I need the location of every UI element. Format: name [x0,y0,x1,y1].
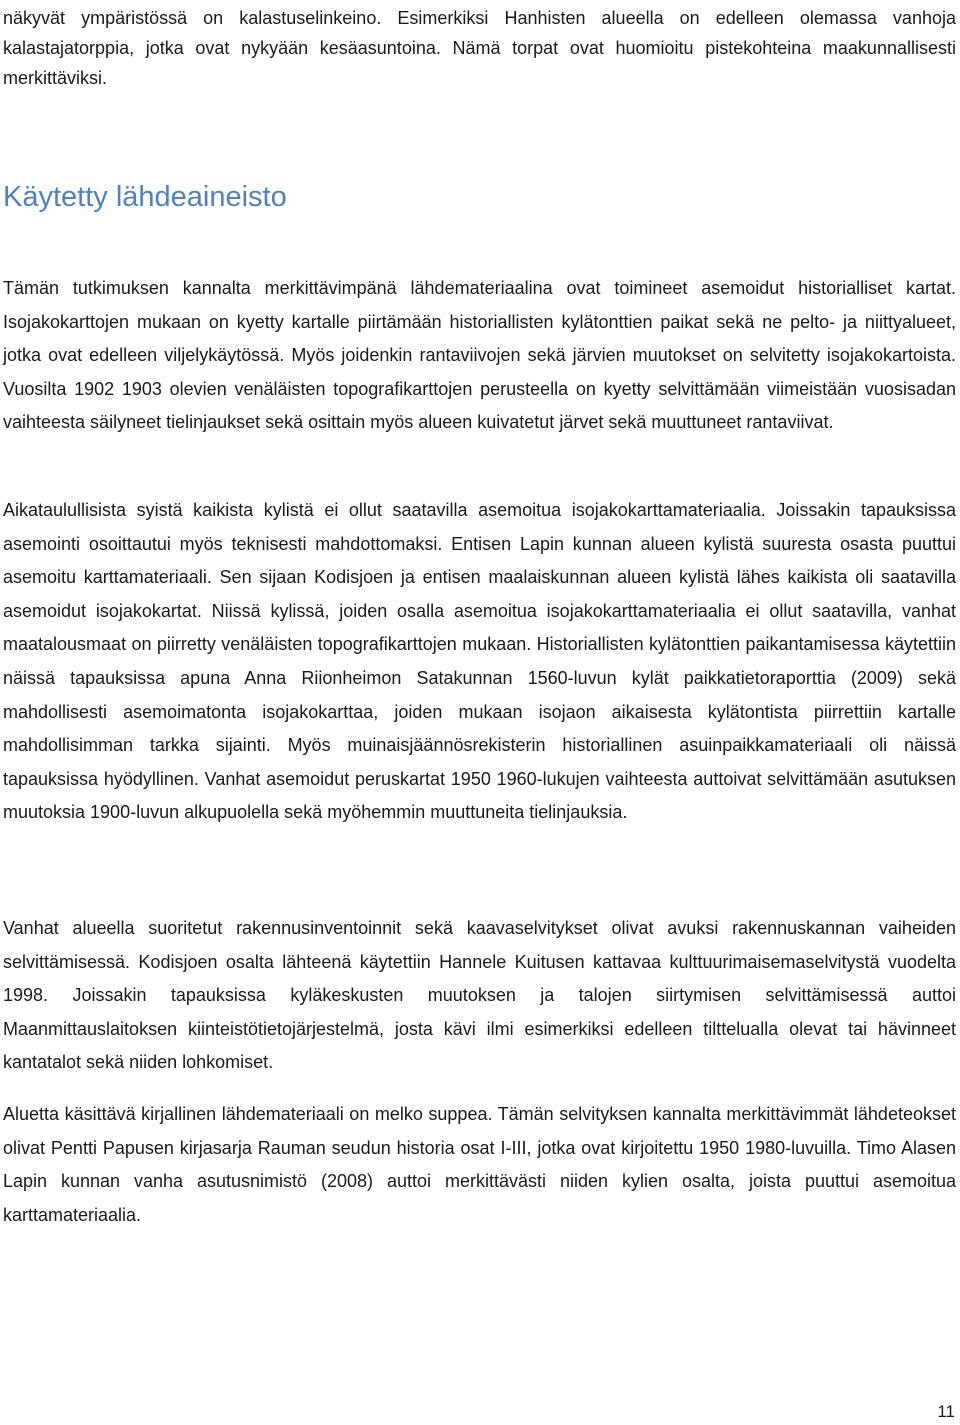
paragraph-text: näkyvät ympäristössä on kalastuselinkeino. Esimerkiksi Hanhisten alueella on edelleen olemassa vanhoja kalastajatorppia, jotka ovat nykyään kesäasuntoina. Nämä torpat ovat huomioitu pistekohteina maakunnallisesti merkittäviksi. [3,8,956,88]
paragraph-text: Aluetta käsittävä kirjallinen lähdemateriaali on melko suppea. Tämän selvityksen kannalta merkittävimmät lähdeteokset olivat Pentti Papusen kirjasarja Rauman seudun historia osat I-III, jotka ovat kirjoitettu 1950 1980-luvuilla. Timo Alasen Lapin kunnan vanha asutusnimistö (2008) auttoi merkittävästi niiden kylien osalta, joista puuttui asemoitua karttamateriaalia. [3,1104,956,1225]
paragraph-text: Tämän tutkimuksen kannalta merkittävimpänä lähdemateriaalina ovat toimineet asemoidut historialliset kartat. Isojakokarttojen mukaan on kyetty kartalle piirtämään historiallisten kylätonttien paikat sekä ne pelto- ja niittyalueet, jotka ovat edelleen viljelykäytössä. Myös joidenkin rantaviivojen sekä järvien muutokset on selvitetty isojakokartoista. Vuosilta 1902 1903 olevien venäläisten topografikarttojen perusteella on kyetty selvittämään viimeistään vuosisadan vaihteesta säilyneet tielinjaukset sekä osittain myös alueen kuivatetut järvet sekä muuttuneet rantaviivat. [3,278,956,433]
paragraph-sources-maps [3,272,956,440]
paragraph-building-inventories [3,912,956,1080]
page-number: 11 [937,1402,955,1421]
paragraph-literature [3,1098,956,1232]
paragraph-georeferencing [3,494,956,830]
paragraph-intro [3,3,956,93]
section-heading: Käytetty lähdeaineisto [3,181,287,213]
paragraph-text: Vanhat alueella suoritetut rakennusinventoinnit sekä kaavaselvitykset olivat avuksi rakennuskannan vaiheiden selvittämisessä. Kodisjoen osalta lähteenä käytettiin Hannele Kuitusen kattavaa kulttuurimaisemaselvitystä vuodelta 1998. Joissakin tapauksissa kyläkeskusten muutoksen ja talojen siirtymisen selvittämisessä auttoi Maanmittauslaitoksen kiinteistötietojärjestelmä, josta kävi ilmi esimerkiksi edelleen tilttelualla olevat tai hävinneet kantatalot sekä niiden lohkomiset. [3,918,956,1073]
paragraph-text: Aikataulullisista syistä kaikista kylistä ei ollut saatavilla asemoitua isojakokarttamateriaalia. Joissakin tapauksissa asemointi osoittautui myös teknisesti mahdottomaksi. Entisen Lapin kunnan alueen kylistä suuresta osasta puuttui asemoitu karttamateriaali. Sen sijaan Kodisjoen ja entisen maalaiskunnan alueen kylistä lähes kaikista oli saatavilla asemoidut isojakokartat. Niissä kylissä, joiden osalla asemoitua isojakokarttamateriaalia ei ollut saatavilla, vanhat maatalousmaat on piirretty venäläisten topografikarttojen mukaan. Historiallisten kylätonttien paikantamisessa käytettiin näissä tapauksissa apuna Anna Riionheimon Satakunnan 1560-luvun kylät paikkatietoraporttia (2009) sekä mahdollisesti asemoimatonta isojakokarttaa, joiden mukaan isojaon aikaisesta kylätontista piirrettiin kartalle mahdollisimman tarkka sijainti. Myös muinaisjäännösrekisterin historiallinen asuinpaikkamateriaali oli näissä tapauksissa hyödyllinen. Vanhat asemoidut peruskartat 1950 1960-lukujen vaihteesta auttoivat selvittämään asutuksen muutoksia 1900-luvun alkupuolella sekä myöhemmin muuttuneita tielinjauksia. [3,500,956,823]
